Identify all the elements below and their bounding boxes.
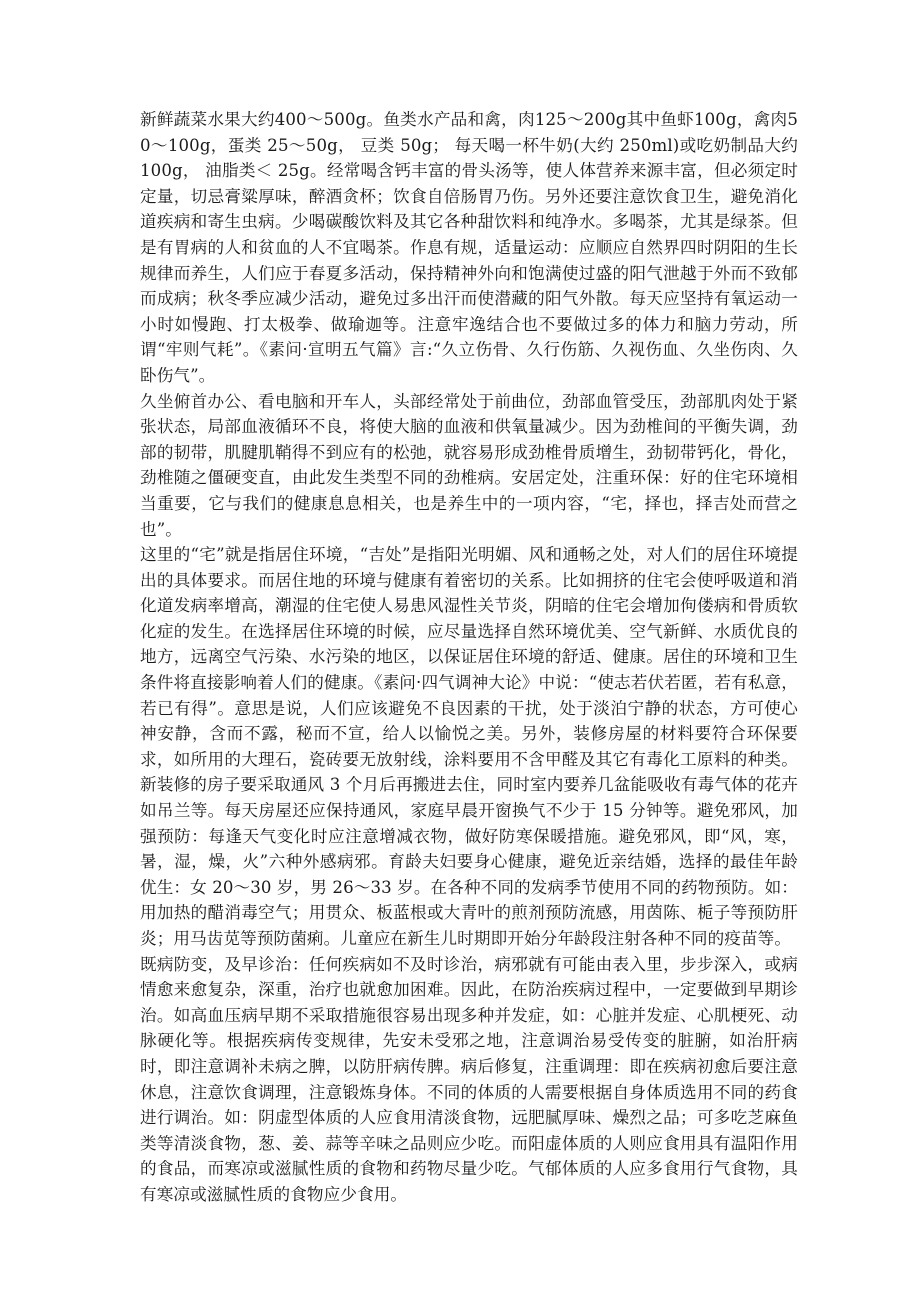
paragraph-early-treatment: 既病防变，及早诊治：任何疾病如不及时诊治，病邪就有可能由表入里，步步深入，或病情愈来愈复杂，深重，治疗也就愈加困难。因此，在防治疾病过程中，一定要做到早期诊治。如高血压病早期不采取措施很容易出现多种并发症，如：心脏并发症、心肌梗死、动脉硬化等。根据疾病传变规律，先安未受邪之地，注意调治易受传变的脏腑，如治肝病时，即注意调补未病之脾，以防肝病传脾。病后修复，注重调理：即在疾病初愈后要注意休息，注意饮食调理，注意锻炼身体。不同的体质的人需要根据自身体质选用不同的药食进行调治。如：阴虚型体质的人应食用清淡食物，远肥腻厚味、燥烈之品；可多吃芝麻鱼类等清淡食物，葱、姜、蒜等辛味之品则应少吃。而阳虚体质的人则应食用具有温阳作用的食品，而寒凉或滋腻性质的食物和药物尽量少吃。气郁体质的人应多食用行气食物，具有寒凉或滋腻性质的食物应少食用。 xyxy=(140,954,798,1204)
paragraph-cervical-spine: 久坐俯首办公、看电脑和开车人，头部经常处于前曲位，劲部血管受压，劲部肌肉处于紧张状态，局部血液循环不良，将使大脑的血液和供氧量减少。因为劲椎间的平衡失调，劲部的韧带，肌腱肌鞘得不到应有的松弛，就容易形成劲椎骨质增生，劲韧带钙化，骨化，劲椎随之僵硬变直，由此发生类型不同的劲椎病。安居定处，注重环保：好的住宅环境相当重要，它与我们的健康息息相关，也是养生中的一项内容，“宅，择也，择吉处而营之也”。 xyxy=(140,391,798,539)
document-body xyxy=(140,107,798,1208)
paragraph-diet-exercise: 新鲜蔬菜水果大约400～500g。鱼类水产品和禽，肉125～200g其中鱼虾100g，禽肉50～100g，蛋类 25～50g， 豆类 50g； 每天喝一杯牛奶(大约 250ml)或吃奶制品大约 100g， 油脂类＜ 25g。经常喝含钙丰富的骨头汤等，使人体营养来源丰富，但必须定时定量，切忌膏粱厚味，醉酒贪杯；饮食自倍肠胃乃伤。另外还要注意饮食卫生，避免消化道疾病和寄生虫病。少喝碳酸饮料及其它各种甜饮料和纯净水。多喝茶，尤其是绿茶。但是有胃病的人和贫血的人不宜喝茶。作息有规，适量运动：应顺应自然界四时阴阳的生长规律而养生，人们应于春夏多活动，保持精神外向和饱满使过盛的阳气泄越于外而不致郁而成病；秋冬季应减少活动，避免过多出汗而使潜藏的阳气外散。每天应坚持有氧运动一小时如慢跑、打太极拳、做瑜迦等。注意牢逸结合也不要做过多的体力和脑力劳动，所谓“牢则气耗”。《素问·宣明五气篇》言:“久立伤骨、久行伤筋、久视伤血、久坐伤肉、久卧伤气”。 xyxy=(140,110,798,385)
paragraph-living-environment: 这里的“宅”就是指居住环境，“吉处”是指阳光明媚、风和通畅之处，对人们的居住环境提出的具体要求。而居住地的环境与健康有着密切的关系。比如拥挤的住宅会使呼吸道和消化道发病率增高，潮湿的住宅使人易患风湿性关节炎，阴暗的住宅会增加佝偻病和骨质软化症的发生。在选择居住环境的时候，应尽量选择自然环境优美、空气新鲜、水质优良的地方，远离空气污染、水污染的地区，以保证居住环境的舒适、健康。居住的环境和卫生条件将直接影响着人们的健康。《素问·四气调神大论》中说：“使志若伏若匿，若有私意，若已有得”。意思是说，人们应该避免不良因素的干扰，处于淡泊宁静的状态，方可使心神安静，含而不露，秘而不宣，给人以愉悦之美。另外，装修房屋的材料要符合环保要求，如所用的大理石，瓷砖要无放射线，涂料要用不含甲醛及其它有毒化工原料的种类。新装修的房子要采取通风 3 个月后再搬进去住，同时室内要养几盆能吸收有毒气体的花卉如吊兰等。每天房屋还应保持通风，家庭早晨开窗换气不少于 15 分钟等。避免邪风，加强预防：每逢天气变化时应注意增减衣物，做好防寒保暖措施。避免邪风，即“风，寒，暑，湿，燥，火”六种外感病邪。育龄夫妇要身心健康，避免近亲结婚，选择的最佳年龄优生：女 20～30 岁，男 26～33 岁。在各种不同的发病季节使用不同的药物预防。如：用加热的醋消毒空气；用贯众、板蓝根或大青叶的煎剂预防流感，用茵陈、栀子等预防肝炎；用马齿苋等预防菌痢。儿童应在新生儿时期即开始分年龄段注射各种不同的疫苗等。 xyxy=(140,545,798,948)
